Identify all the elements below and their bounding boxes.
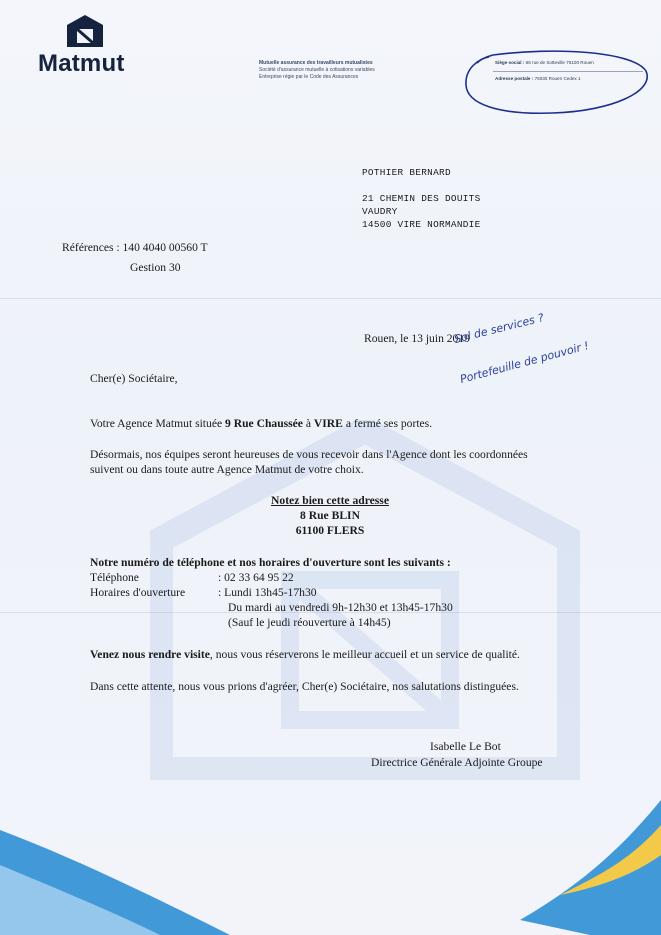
letter-date: Rouen, le 13 juin 2019 <box>364 332 470 345</box>
old-agency-street: 9 Rue Chaussée <box>225 417 303 430</box>
recipient-line: 14500 VIRE NORMANDIE <box>362 219 481 230</box>
handwritten-note: Portefeuille de pouvoir ! <box>458 339 591 386</box>
paragraph-closure <box>90 417 432 430</box>
signatory-name: Isabelle Le Bot <box>430 740 501 753</box>
legal-line: Société d'assurance mutuelle à cotisations variables <box>259 67 375 73</box>
new-agency-city: 61100 FLERS <box>295 524 365 537</box>
phone-label: Téléphone <box>90 571 139 584</box>
paragraph-visit <box>90 648 520 661</box>
phone-value: : 02 33 64 95 22 <box>218 571 294 584</box>
gestion: Gestion 30 <box>130 261 181 274</box>
hours-label: Horaires d'ouverture <box>90 586 186 599</box>
handdrawn-ellipse <box>463 49 651 117</box>
recipient-name: POTHIER BERNARD <box>362 167 451 178</box>
signatory-title: Directrice Générale Adjointe Groupe <box>371 756 543 769</box>
hours-weekday: Du mardi au vendredi 9h-12h30 et 13h45-17h30 <box>228 601 453 614</box>
recipient-line: VAUDRY <box>362 206 398 217</box>
old-agency-city: VIRE <box>313 417 343 430</box>
siege-label: Siège social : <box>495 60 525 65</box>
closing-paragraph: Dans cette attente, nous vous prions d'agréer, Cher(e) Sociétaire, nos salutations distinguées. <box>90 680 519 693</box>
references: Références : 140 4040 00560 T <box>62 241 208 254</box>
text-run: a fermé ses portes. <box>342 417 433 430</box>
text-run: Votre Agence Matmut située <box>90 417 226 430</box>
legal-line: Mutuelle assurance des travailleurs mutualistes <box>259 60 373 66</box>
matmut-logo-icon <box>66 14 104 48</box>
hours-note: (Sauf le jeudi réouverture à 14h45) <box>228 616 391 629</box>
legal-line: Entreprise régie par le Code des Assurances <box>259 74 359 80</box>
paragraph-line: suivent ou dans toute autre Agence Matmut de votre choix. <box>90 463 364 476</box>
siege-value: 66 rue de Sotteville 76100 Rouen <box>525 60 594 65</box>
new-agency-street: 8 Rue BLIN <box>300 509 360 522</box>
brand-name: Matmut <box>38 50 125 77</box>
text-run: à <box>302 417 314 430</box>
handwritten-note: Sol de services ? <box>452 311 546 346</box>
hours-title: Notre numéro de téléphone et nos horaires d'ouverture sont les suivants : <box>90 556 451 569</box>
postal-value: 76030 Rouen Cedex 1 <box>534 76 581 81</box>
corner-swoosh-left <box>0 820 230 935</box>
recipient-line: 21 CHEMIN DES DOUITS <box>362 193 481 204</box>
visit-emphasis: Venez nous rendre visite <box>90 648 210 661</box>
postal-label: Adresse postale : <box>495 76 534 81</box>
fold-line <box>0 298 661 299</box>
paragraph-line: Désormais, nos équipes seront heureuses de vous recevoir dans l'Agence dont les coordonnées <box>90 448 528 461</box>
corner-swoosh-right <box>500 800 661 935</box>
hours-monday: : Lundi 13h45-17h30 <box>218 586 317 599</box>
text-run: , nous vous réserverons le meilleur accueil et un service de qualité. <box>209 648 520 661</box>
address-title: Notez bien cette adresse <box>271 494 389 507</box>
salutation: Cher(e) Sociétaire, <box>90 372 178 385</box>
